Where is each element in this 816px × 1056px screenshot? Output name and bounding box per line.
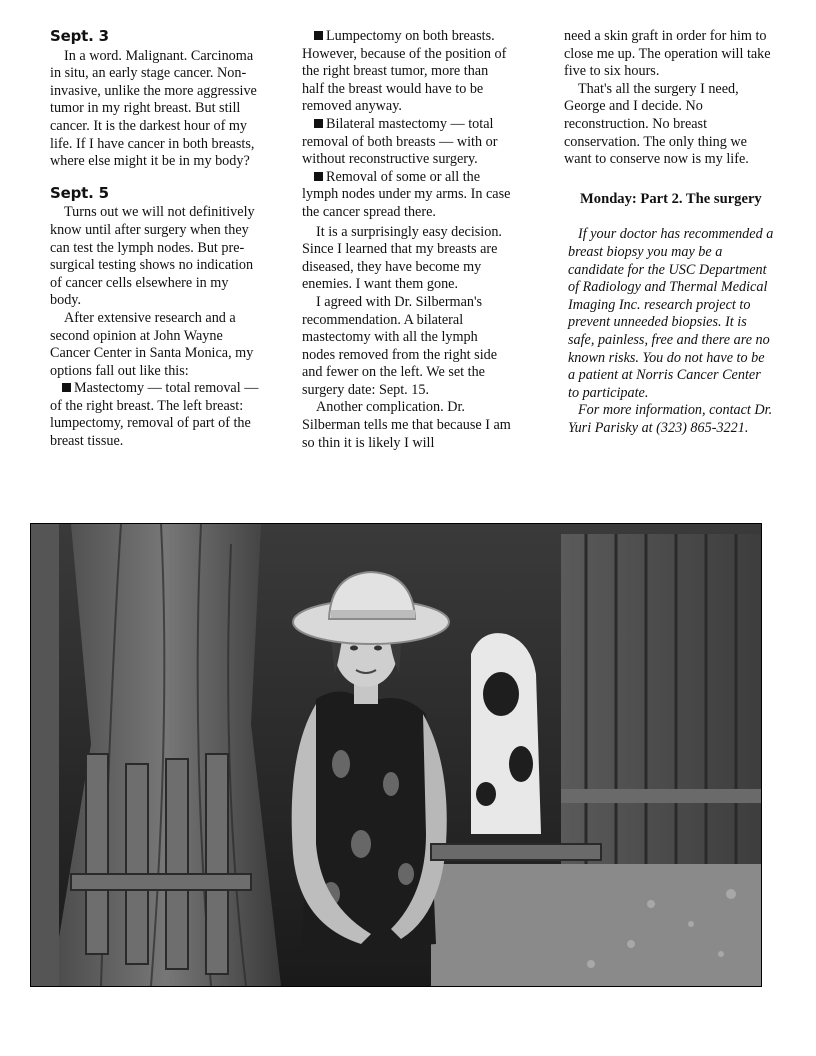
biopsy-study-notice xyxy=(564,226,774,437)
article-column-2 xyxy=(302,28,512,452)
option-text: Bilateral mastectomy — total removal of both breasts — with or without reconstructive surgery. xyxy=(302,115,498,168)
square-bullet-icon xyxy=(62,383,71,392)
option-item-mastectomy xyxy=(50,380,260,450)
option-item-bilateral-mastectomy xyxy=(302,116,512,169)
paragraph: Another complication. Dr. Silberman tells me that because I am so thin it is likely I will xyxy=(302,399,511,451)
option-text: Mastectomy — total removal — of the right breast. The left breast: lumpectomy, removal of part of the breast tissue. xyxy=(50,380,259,450)
paragraph: Turns out we will not definitively know until after surgery when they can test the lymph nodes. But pre-surgical testing shows no indication of cancer cells elsewhere in my body. xyxy=(50,204,255,309)
paragraph: I agreed with Dr. Silberman's recommendation. A bilateral mastectomy with all the lymph nodes removed from the right side and fewer on the left. We set the surgery date: Sept. 15. xyxy=(302,293,498,398)
square-bullet-icon xyxy=(314,172,323,181)
photo-illustration xyxy=(31,524,761,986)
paragraph: In a word. Malignant. Carcinoma in situ, an early stage cancer. Non-invasive, unlike the more aggressive tumor in my right breast. But still cancer. It is the darkest hour of my life. If I have cancer in both breasts, where else might it be in my body? xyxy=(50,47,257,170)
option-item-lumpectomy xyxy=(302,28,512,116)
square-bullet-icon xyxy=(314,31,323,40)
dateline-sept-5: Sept. 5 xyxy=(50,183,109,202)
option-text: Lumpectomy on both breasts. However, because of the position of the right breast tumor, more than half the breast would have to be removed anyway. xyxy=(302,28,507,115)
dateline-sept-3: Sept. 3 xyxy=(50,27,109,45)
notice-paragraph: If your doctor has recommended a breast biopsy you may be a candidate for the USC Department of Radiology and Thermal Medical Imaging Inc. research project to prevent unneeded biopsies. It is safe, painless, free and there are no known risks. You do not have to be a patient at Norris Cancer Center to participate. xyxy=(568,226,774,401)
paragraph: After extensive research and a second opinion at John Wayne Cancer Center in Santa Monica, my options fall out like this: xyxy=(50,309,254,379)
option-item-lymph-node-removal xyxy=(302,169,512,222)
article-column-3 xyxy=(564,28,774,437)
series-next-part-heading: Monday: Part 2. The surgery xyxy=(580,190,762,207)
paragraph: It is a surprisingly easy decision. Since I learned that my breasts are diseased, they have become my enemies. I want them gone. xyxy=(302,223,502,293)
paragraph: That's all the surgery I need, George and I decide. No reconstruction. No breast conservation. The only thing we want to conserve now is my life. xyxy=(564,80,749,168)
paragraph: need a skin graft in order for him to close me up. The operation will take five to six hours. xyxy=(564,28,771,80)
square-bullet-icon xyxy=(314,119,323,128)
photo-woman-in-garden xyxy=(30,523,762,987)
notice-contact: For more information, contact Dr. Yuri Parisky at (323) 865-3221. xyxy=(568,402,773,436)
article-column-1 xyxy=(50,28,260,451)
option-text: Removal of some or all the lymph nodes under my arms. In case the cancer spread there. xyxy=(302,168,511,220)
